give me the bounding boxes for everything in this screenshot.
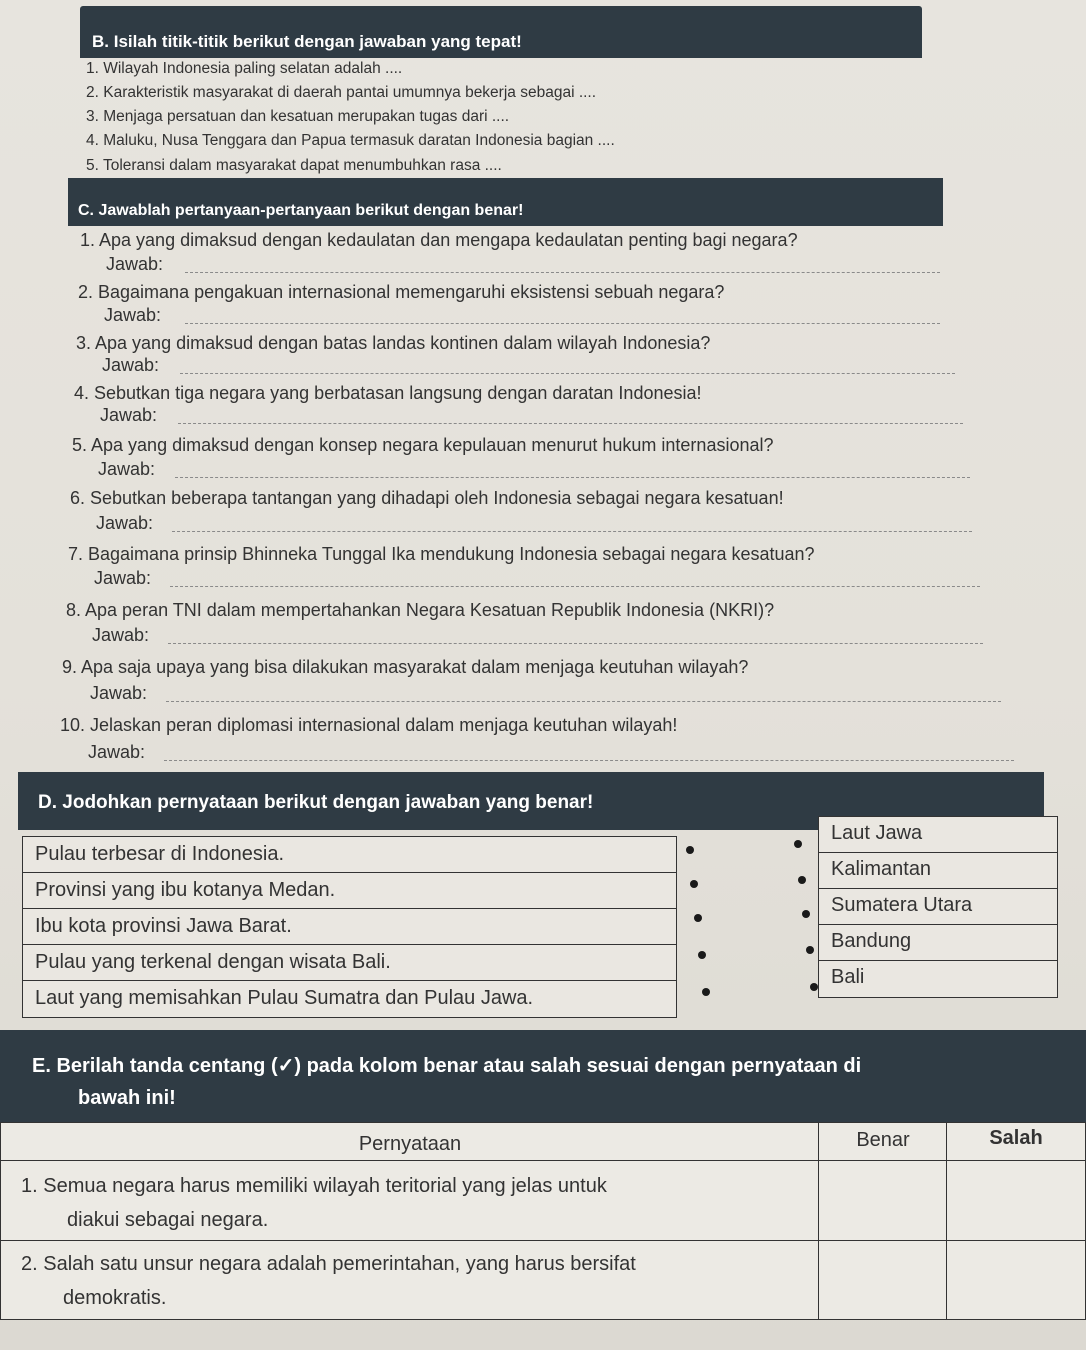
answer-label: Jawab: — [98, 459, 156, 479]
essay-question: 6. Sebutkan beberapa tantangan yang dihadapi oleh Indonesia sebagai negara kesatuan! — [70, 488, 784, 508]
answer-label: Jawab: — [90, 683, 148, 703]
matching-answer: Bali — [831, 966, 865, 988]
left-match-dot[interactable] — [702, 988, 710, 996]
section-e-title — [0, 1030, 1086, 1128]
section-b-item: 2. Karakteristik masyarakat di daerah pantai umumnya bekerja sebagai .... — [86, 84, 597, 101]
essay-question: 2. Bagaimana pengakuan internasional memengaruhi eksistensi sebuah negara? — [78, 282, 725, 302]
essay-question: 3. Apa yang dimaksud dengan batas landas kontinen dalam wilayah Indonesia? — [76, 333, 711, 353]
answer-label: Jawab: — [94, 568, 152, 588]
true-checkbox-cell[interactable] — [818, 1160, 948, 1242]
essay-question: 9. Apa saja upaya yang bisa dilakukan masyarakat dalam menjaga keutuhan wilayah? — [62, 657, 749, 677]
section-e-title-line1: E. Berilah tanda centang (✓) pada kolom benar atau salah sesuai dengan pernyataan di — [32, 1055, 862, 1077]
header-true-text: Benar — [856, 1129, 910, 1151]
section-b-item: 3. Menjaga persatuan dan kesatuan merupakan tugas dari .... — [86, 108, 510, 125]
answer-label: Jawab: — [104, 305, 162, 325]
answer-line[interactable] — [180, 373, 955, 374]
section-b-item: 1. Wilayah Indonesia paling selatan adalah .... — [86, 60, 403, 77]
section-b-item: 4. Maluku, Nusa Tenggara dan Papua termasuk daratan Indonesia bagian .... — [86, 132, 615, 149]
answer-line[interactable] — [170, 586, 980, 587]
true-checkbox-cell[interactable] — [818, 1240, 948, 1320]
answer-line[interactable] — [185, 323, 940, 324]
matching-statement: Pulau terbesar di Indonesia. — [23, 837, 676, 873]
statement-line: 1. Semua negara harus memiliki wilayah teritorial yang jelas untuk — [21, 1175, 607, 1197]
right-match-dot[interactable] — [798, 876, 806, 884]
essay-question: 7. Bagaimana prinsip Bhinneka Tunggal Ika mendukung Indonesia sebagai negara kesatuan? — [68, 544, 815, 564]
answer-line[interactable] — [178, 423, 963, 424]
left-match-dot[interactable] — [686, 846, 694, 854]
header-false — [946, 1122, 1086, 1162]
matching-answer: Kalimantan — [819, 853, 1057, 889]
statement-row — [0, 1240, 820, 1320]
false-checkbox-cell[interactable] — [946, 1240, 1086, 1320]
header-false-text: Salah — [989, 1127, 1043, 1149]
header-statement — [0, 1122, 820, 1162]
answer-label: Jawab: — [106, 254, 164, 274]
right-match-dot[interactable] — [794, 840, 802, 848]
answer-line[interactable] — [185, 272, 940, 273]
left-match-dot[interactable] — [694, 914, 702, 922]
matching-answer: Laut Jawa — [819, 817, 1057, 853]
essay-question: 10. Jelaskan peran diplomasi internasional dalam menjaga keutuhan wilayah! — [60, 715, 678, 735]
answer-label: Jawab: — [102, 355, 160, 375]
essay-question: 8. Apa peran TNI dalam mempertahankan Negara Kesatuan Republik Indonesia (NKRI)? — [66, 600, 775, 620]
essay-question: 4. Sebutkan tiga negara yang berbatasan langsung dengan daratan Indonesia! — [74, 383, 702, 403]
answer-line[interactable] — [172, 531, 972, 532]
header-statement-text: Pernyataan — [358, 1133, 462, 1155]
matching-statement: Pulau yang terkenal dengan wisata Bali. — [23, 945, 676, 981]
section-d-title-text: D. Jodohkan pernyataan berikut dengan jawaban yang benar! — [38, 792, 594, 813]
matching-statement: Provinsi yang ibu kotanya Medan. — [23, 873, 676, 909]
true-false-table — [0, 1122, 1086, 1320]
right-match-dot[interactable] — [810, 983, 818, 991]
matching-statements — [22, 836, 677, 1018]
section-c-title-text: C. Jawablah pertanyaan-pertanyaan berikut dengan benar! — [78, 202, 524, 219]
header-true — [818, 1122, 948, 1162]
right-match-dot[interactable] — [802, 910, 810, 918]
statement-line: demokratis. — [63, 1287, 167, 1309]
essay-question: 5. Apa yang dimaksud dengan konsep negara kepulauan menurut hukum internasional? — [72, 435, 774, 455]
answer-label: Jawab: — [100, 405, 158, 425]
statement-line: 2. Salah satu unsur negara adalah pemerintahan, yang harus bersifat — [21, 1253, 636, 1275]
left-match-dot[interactable] — [698, 951, 706, 959]
section-b-title — [80, 6, 922, 58]
answer-label: Jawab: — [88, 742, 146, 762]
essay-question: 1. Apa yang dimaksud dengan kedaulatan dan mengapa kedaulatan penting bagi negara? — [80, 230, 798, 250]
section-b-title-text: B. Isilah titik-titik berikut dengan jawaban yang tepat! — [92, 32, 522, 51]
answer-line[interactable] — [168, 643, 983, 644]
section-c-title — [68, 178, 943, 226]
answer-label: Jawab: — [92, 625, 150, 645]
section-b-item: 5. Toleransi dalam masyarakat dapat menumbuhkan rasa .... — [86, 157, 502, 174]
statement-line: diakui sebagai negara. — [67, 1209, 269, 1231]
statement-row — [0, 1160, 820, 1242]
matching-statement: Ibu kota provinsi Jawa Barat. — [23, 909, 676, 945]
matching-answer: Bandung — [819, 925, 1057, 961]
false-checkbox-cell[interactable] — [946, 1160, 1086, 1242]
section-e-title-line2: bawah ini! — [78, 1087, 176, 1109]
matching-statement: Laut yang memisahkan Pulau Sumatra dan Pulau Jawa. — [35, 987, 534, 1009]
answer-line[interactable] — [175, 477, 970, 478]
matching-answers — [818, 816, 1058, 998]
left-match-dot[interactable] — [690, 880, 698, 888]
matching-answer: Sumatera Utara — [819, 889, 1057, 925]
right-match-dot[interactable] — [806, 946, 814, 954]
answer-line[interactable] — [164, 760, 1014, 761]
answer-label: Jawab: — [96, 513, 154, 533]
answer-line[interactable] — [166, 701, 1001, 702]
